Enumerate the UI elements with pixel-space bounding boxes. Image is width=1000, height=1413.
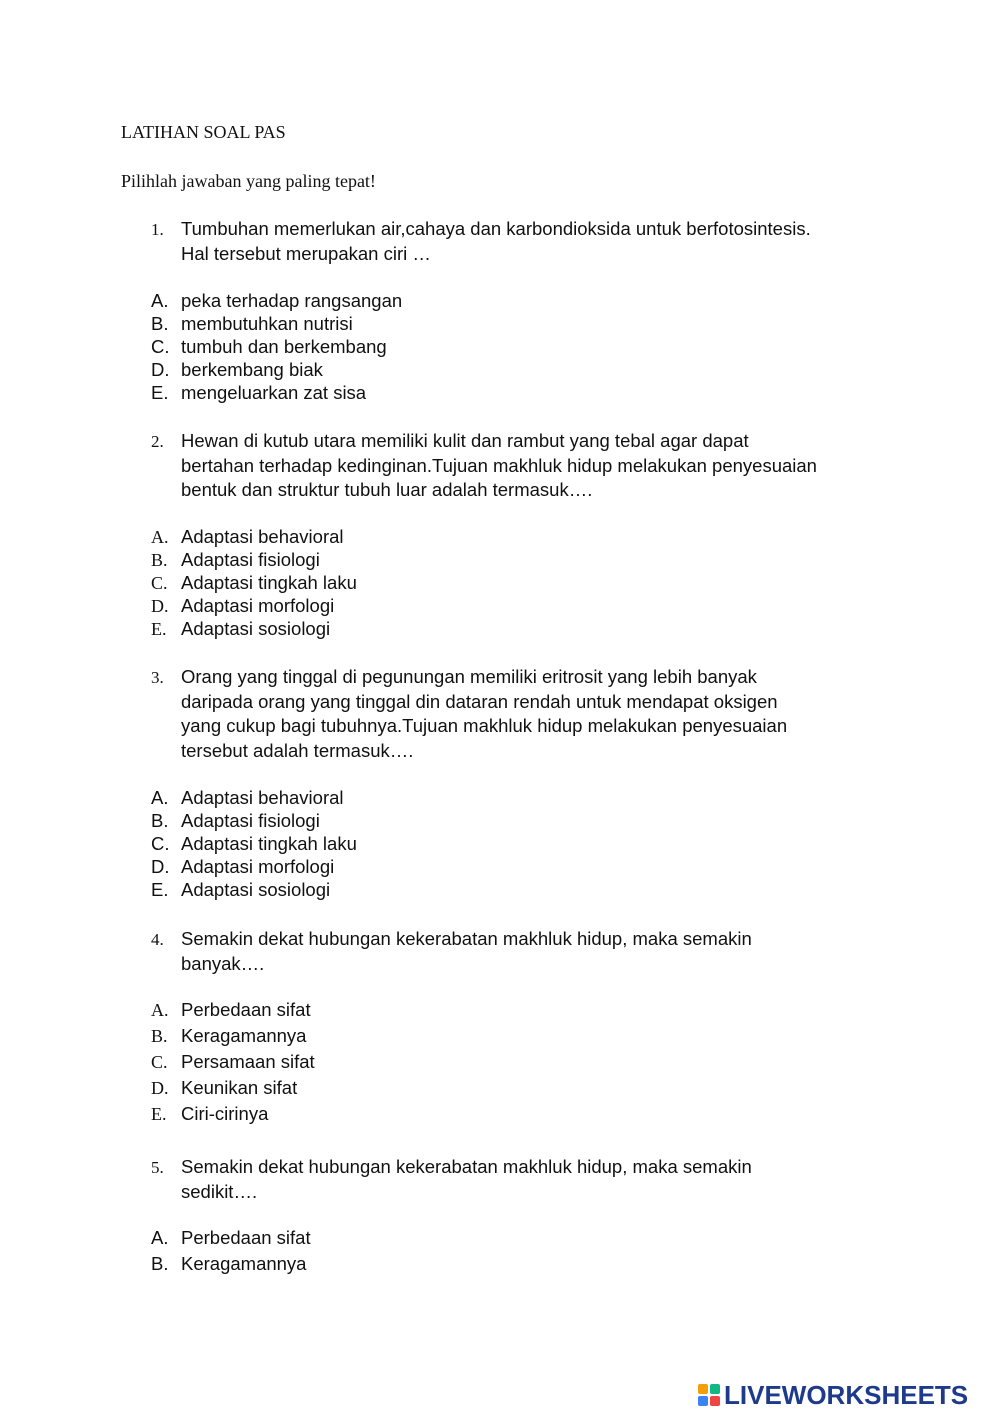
liveworksheets-logo: [698, 1380, 968, 1410]
question-text: [181, 429, 881, 503]
logo-block: [710, 1384, 720, 1394]
option-letter: C.: [151, 573, 168, 593]
option-text: Adaptasi sosiologi: [181, 879, 331, 900]
option-text: Perbedaan sifat: [181, 1227, 311, 1248]
option-text: tumbuh dan berkembang: [181, 336, 387, 357]
question-line: Tumbuhan memerlukan air,cahaya dan karbondioksida untuk berfotosintesis.: [181, 218, 811, 239]
question-line: Semakin dekat hubungan kekerabatan makhluk hidup, maka semakin: [181, 928, 752, 949]
question-line: Semakin dekat hubungan kekerabatan makhluk hidup, maka semakin: [181, 1156, 752, 1177]
option-letter: A.: [151, 787, 169, 808]
question-line: Hewan di kutub utara memiliki kulit dan rambut yang tebal agar dapat: [181, 430, 749, 451]
option-letter: A.: [151, 527, 169, 547]
option-text: Adaptasi fisiologi: [181, 549, 320, 570]
option-letter: B.: [151, 810, 169, 831]
option-letter: B.: [151, 313, 169, 334]
question-number: 3.: [151, 668, 164, 687]
option-text: Adaptasi fisiologi: [181, 810, 320, 831]
option-text: Persamaan sifat: [181, 1051, 315, 1072]
instruction-text: Pilihlah jawaban yang paling tepat!: [121, 171, 376, 191]
option-letter: A.: [151, 1227, 169, 1248]
option-letter: B.: [151, 1026, 168, 1046]
logo-block: [698, 1396, 708, 1406]
option-letter: D.: [151, 359, 170, 380]
option-text: mengeluarkan zat sisa: [181, 382, 367, 403]
option-text: Keragamannya: [181, 1025, 307, 1046]
option-text: Ciri-cirinya: [181, 1103, 269, 1124]
option-letter: D.: [151, 1078, 169, 1098]
option-text: Adaptasi tingkah laku: [181, 833, 357, 854]
question-text: [181, 1155, 881, 1204]
option-letter: A.: [151, 290, 169, 311]
question-text: [181, 927, 881, 976]
question-number: 1.: [151, 220, 164, 239]
brand-name: LIVEWORKSHEETS: [724, 1379, 969, 1410]
option-text: Perbedaan sifat: [181, 999, 311, 1020]
question-line: daripada orang yang tinggal din dataran rendah untuk mendapat oksigen: [181, 690, 778, 712]
option-letter: A.: [151, 1000, 169, 1020]
option-text: Keunikan sifat: [181, 1077, 298, 1098]
logo-block: [710, 1396, 720, 1406]
question-line: sedikit….: [181, 1180, 258, 1202]
option-text: Keragamannya: [181, 1253, 307, 1274]
option-text: berkembang biak: [181, 359, 323, 380]
logo-block: [698, 1384, 708, 1394]
question-line: Hal tersebut merupakan ciri …: [181, 242, 431, 264]
brand-blocks-icon: [698, 1384, 720, 1406]
option-text: membutuhkan nutrisi: [181, 313, 353, 334]
question-number: 4.: [151, 930, 164, 949]
option-letter: C.: [151, 833, 170, 854]
option-letter: C.: [151, 1052, 168, 1072]
option-letter: C.: [151, 336, 170, 357]
question-text: [181, 217, 881, 266]
option-text: peka terhadap rangsangan: [181, 290, 403, 311]
option-letter: B.: [151, 550, 168, 570]
question-line: banyak….: [181, 952, 265, 974]
question-text: [181, 665, 881, 763]
question-number: 2.: [151, 432, 164, 451]
question-line: yang cukup bagi tubuhnya.Tujuan makhluk hidup melakukan penyesuaian: [181, 715, 788, 736]
option-letter: E.: [151, 1104, 167, 1124]
page-title: LATIHAN SOAL PAS: [121, 122, 286, 142]
option-text: Adaptasi sosiologi: [181, 618, 331, 639]
option-letter: E.: [151, 879, 169, 900]
question-line: Orang yang tinggal di pegunungan memiliki eritrosit yang lebih banyak: [181, 666, 757, 687]
option-text: Adaptasi tingkah laku: [181, 572, 357, 593]
question-number: 5.: [151, 1158, 164, 1177]
option-text: Adaptasi behavioral: [181, 787, 344, 808]
option-letter: B.: [151, 1253, 169, 1274]
option-text: Adaptasi morfologi: [181, 856, 335, 877]
option-text: Adaptasi morfologi: [181, 595, 335, 616]
option-text: Adaptasi behavioral: [181, 526, 344, 547]
question-line: tersebut adalah termasuk….: [181, 739, 414, 761]
option-letter: D.: [151, 856, 170, 877]
question-line: bertahan terhadap kedinginan.Tujuan makhluk hidup melakukan penyesuaian: [181, 454, 817, 476]
option-letter: E.: [151, 382, 169, 403]
option-letter: D.: [151, 596, 169, 616]
question-line: bentuk dan struktur tubuh luar adalah termasuk….: [181, 479, 593, 500]
option-letter: E.: [151, 619, 167, 639]
